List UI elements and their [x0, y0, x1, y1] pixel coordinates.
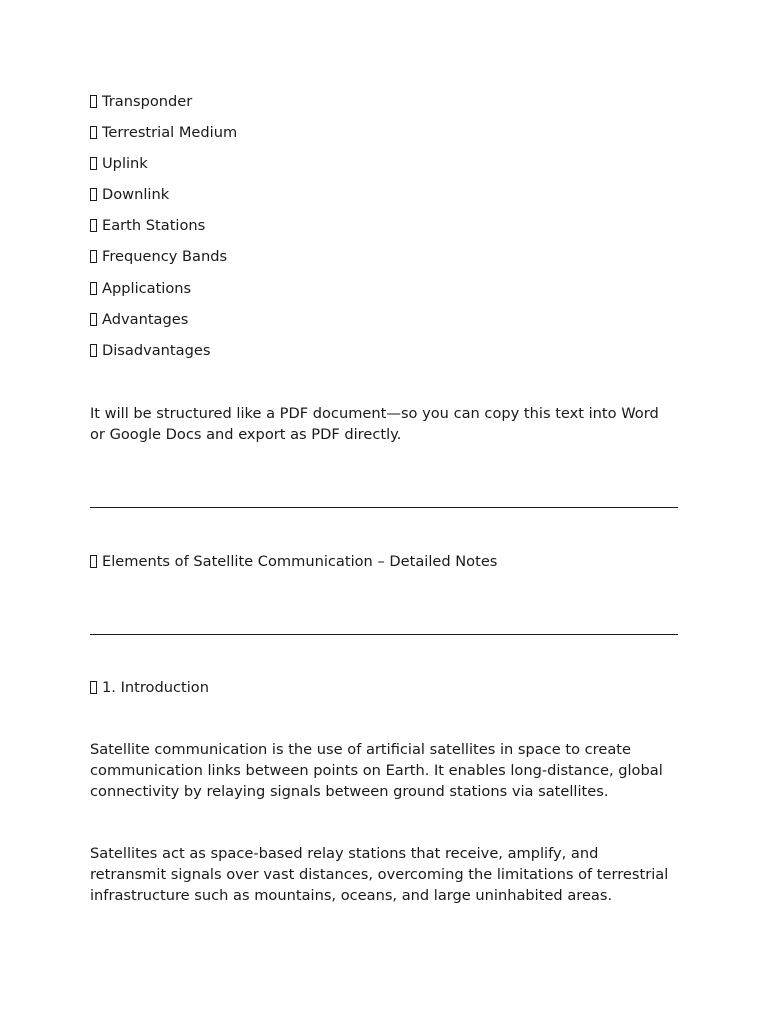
document-title-text: Elements of Satellite Communication – Detailed Notes	[102, 553, 498, 570]
missing-glyph-icon	[90, 282, 97, 295]
missing-glyph-icon	[90, 681, 97, 694]
list-item	[90, 278, 237, 309]
list-item-label: Frequency Bands	[102, 248, 228, 266]
intro-paragraph: Satellite communication is the use of artificial satellites in space to create communication links between points on Earth. It enables long-distance, global connectivity by relaying signals between ground stations via satellites.	[90, 741, 663, 800]
list-item	[90, 215, 237, 246]
list-item	[90, 153, 237, 184]
list-item-label: Advantages	[102, 310, 189, 328]
missing-glyph-icon	[90, 188, 97, 201]
list-item-label: Downlink	[102, 186, 170, 204]
section-heading-text: 1. Introduction	[102, 679, 209, 696]
list-item-label: Disadvantages	[102, 341, 211, 359]
list-item	[90, 91, 237, 122]
divider	[90, 507, 678, 508]
list-item-label: Transponder	[102, 93, 193, 110]
list-item-label: Uplink	[102, 155, 148, 173]
missing-glyph-icon	[90, 313, 97, 326]
missing-glyph-icon	[90, 250, 97, 263]
missing-glyph-icon	[90, 219, 97, 232]
document-title	[90, 551, 497, 572]
list-item-label: Terrestrial Medium	[102, 124, 238, 142]
list-item	[90, 246, 237, 277]
list-item	[90, 309, 237, 340]
topic-list	[90, 91, 237, 371]
list-item	[90, 340, 237, 371]
list-item-label: Applications	[102, 279, 192, 297]
intro-paragraph: Satellites act as space-based relay stations that receive, amplify, and retransmit signals over vast distances, overcoming the limitations of terrestrial infrastructure such as mountains, oceans, and large uninhabited areas.	[90, 845, 669, 904]
missing-glyph-icon	[90, 157, 97, 170]
missing-glyph-icon	[90, 555, 97, 568]
list-item	[90, 184, 237, 215]
missing-glyph-icon	[90, 95, 97, 108]
list-item-label: Earth Stations	[102, 217, 206, 235]
missing-glyph-icon	[90, 126, 97, 139]
missing-glyph-icon	[90, 344, 97, 357]
section-heading	[90, 677, 209, 698]
divider	[90, 634, 678, 635]
export-note: It will be structured like a PDF document—so you can copy this text into Word or Google Docs and export as PDF directly.	[90, 405, 659, 443]
list-item	[90, 122, 237, 153]
